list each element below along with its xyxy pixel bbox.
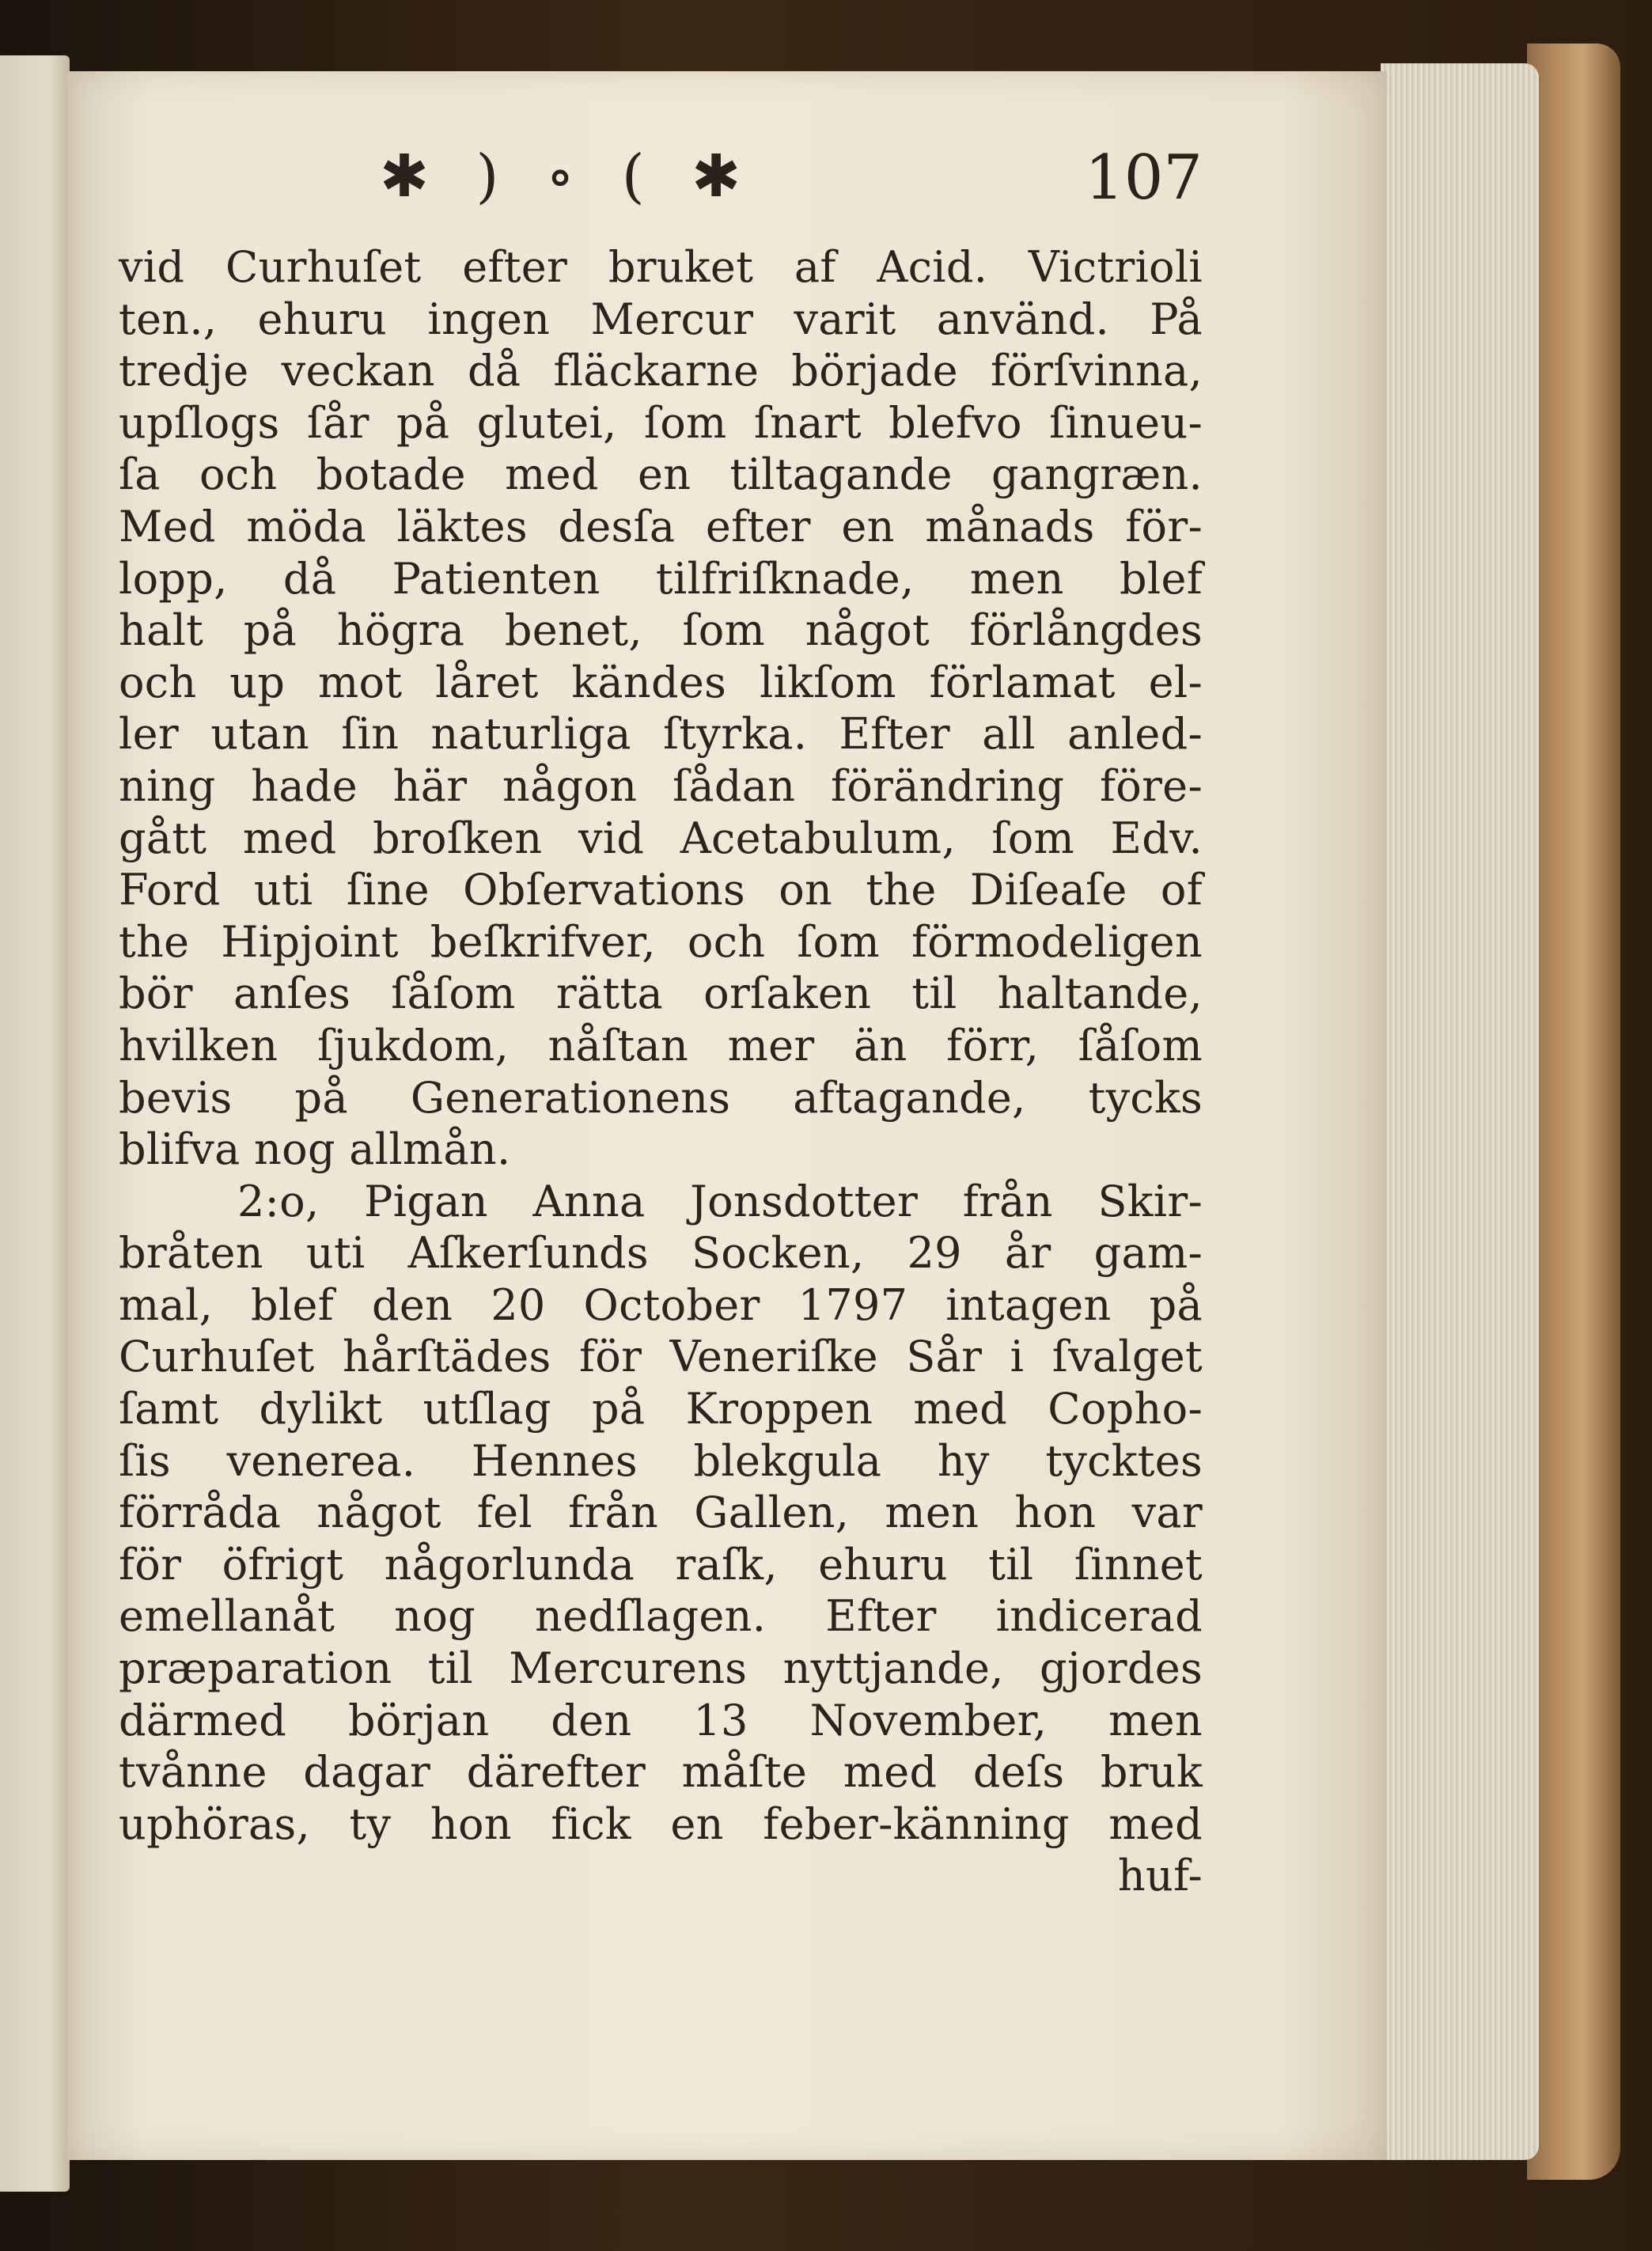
text-line: halt på högra benet, ſom något förlångdes bbox=[119, 605, 1203, 656]
text-line: lopp, då Patienten tilfriſknade, men blef bbox=[119, 553, 1203, 604]
text-line: vid Curhuſet efter bruket af Acid. Victrioli bbox=[119, 242, 1203, 292]
text-line: Ford uti ſine Obſervations on the Diſeaſe of bbox=[119, 865, 1203, 915]
text-line: bevis på Generationens aftagande, tycks bbox=[119, 1072, 1203, 1123]
text-line: tredje veckan då fläckarne började förſvinna, bbox=[119, 346, 1203, 396]
text-line: förråda något fel från Gallen, men hon var bbox=[119, 1487, 1203, 1538]
text-line: och up mot låret kändes likſom förlamat el- bbox=[119, 657, 1203, 707]
text-line: ler utan ſin naturliga ſtyrka. Efter all anled- bbox=[119, 709, 1203, 760]
header-ornament: ✱ ) ∘ ( ✱ bbox=[380, 142, 756, 210]
text-line: tvånne dagar därefter måſte med deſs bruk bbox=[119, 1747, 1203, 1798]
text-line: uphöras, ty hon fick en feber-känning med bbox=[119, 1798, 1203, 1849]
text-line: Curhuſet hårſtädes för Veneriſke Sår i ſvalget bbox=[119, 1332, 1203, 1382]
page-number: 107 bbox=[1085, 142, 1203, 214]
left-page-edge bbox=[0, 55, 70, 2192]
text-line: 2:o, Pigan Anna Jonsdotter från Skir- bbox=[237, 1176, 1203, 1226]
text-line: bör anſes ſåſom rätta orſaken til haltande, bbox=[119, 968, 1203, 1019]
catchword: huf- bbox=[1117, 1851, 1203, 1901]
text-line: gått med broſken vid Acetabulum, ſom Edv. bbox=[119, 813, 1203, 863]
text-line: præparation til Mercurens nyttjande, gjordes bbox=[119, 1643, 1203, 1694]
body-text bbox=[119, 241, 1203, 1902]
text-line: Med möda läktes desſa efter en månads för- bbox=[119, 501, 1203, 551]
text-line: för öfrigt någorlunda raſk, ehuru til ſinnet bbox=[119, 1539, 1203, 1590]
text-line: därmed början den 13 November, men bbox=[119, 1695, 1203, 1745]
text-line: bråten uti Aſkerſunds Socken, 29 år gam- bbox=[119, 1228, 1203, 1279]
book-cover-edge bbox=[1527, 44, 1620, 2180]
page-stack-edges bbox=[1381, 63, 1539, 2160]
text-line: ſamt dylikt utſlag på Kroppen med Copho- bbox=[119, 1384, 1203, 1434]
text-line: mal, blef den 20 October 1797 intagen på bbox=[119, 1279, 1203, 1330]
text-line: ten., ehuru ingen Mercur varit använd. På bbox=[119, 294, 1203, 344]
text-line: ning hade här någon ſådan förändring före- bbox=[119, 760, 1203, 811]
page-header bbox=[380, 142, 1203, 237]
text-line: the Hipjoint beſkrifver, och ſom förmodeligen bbox=[119, 916, 1203, 967]
text-line: blifva nog allmån. bbox=[119, 1124, 511, 1175]
text-line: upſlogs ſår på glutei, ſom ſnart blefvo ſinueu- bbox=[119, 397, 1203, 448]
text-line: ſis venerea. Hennes blekgula hy tycktes bbox=[119, 1435, 1203, 1486]
text-line: hvilken ſjukdom, nåſtan mer än förr, ſåſom bbox=[119, 1020, 1203, 1071]
text-line: ſa och botade med en tiltagande gangræn. bbox=[119, 449, 1203, 500]
text-line: emellanåt nog nedſlagen. Efter indicerad bbox=[119, 1591, 1203, 1642]
